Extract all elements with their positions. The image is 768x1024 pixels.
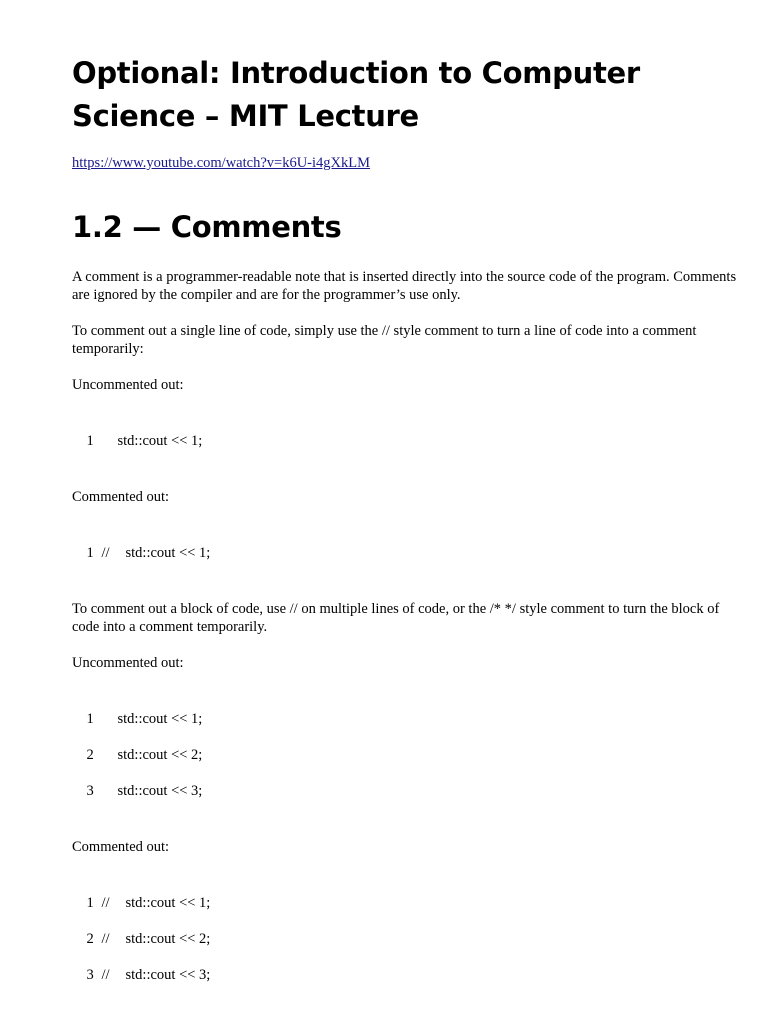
video-link[interactable]: https://www.youtube.com/watch?v=k6U-i4gXkLM — [72, 155, 371, 171]
code-text: std::cout << 1; — [117, 711, 203, 727]
code-text: std::cout << 1; — [117, 433, 203, 449]
code-text: std::cout << 2; — [117, 747, 203, 763]
commented-label: Commented out: — [72, 489, 170, 505]
commented-label: Commented out: — [72, 839, 170, 855]
comment-marker: // — [101, 967, 110, 983]
line-number: 3 — [86, 783, 94, 799]
single-line-paragraph: To comment out a single line of code, simply use the // style comment to turn a line of code into a comment temporarily: — [72, 323, 697, 357]
page-title: Optional: Introduction to Computer Science – MIT Lecture — [72, 56, 640, 133]
line-number: 1 — [86, 545, 94, 561]
section-heading: 1.2 — Comments — [72, 210, 342, 244]
code-text: std::cout << 1; — [125, 895, 211, 911]
intro-paragraph: A comment is a programmer-readable note that is inserted directly into the source code of the program. Comments are ignored by the compiler and are for the programmer’s use only. — [72, 269, 737, 303]
code-text: std::cout << 1; — [125, 545, 211, 561]
comment-marker: // — [101, 931, 110, 947]
comment-marker: // — [101, 545, 110, 561]
code-line — [72, 764, 202, 818]
uncommented-label: Uncommented out: — [72, 377, 184, 393]
code-text: std::cout << 3; — [125, 967, 211, 983]
line-number: 1 — [86, 711, 94, 727]
comment-marker: // — [101, 895, 110, 911]
line-number: 3 — [86, 967, 94, 983]
code-text: std::cout << 2; — [125, 931, 211, 947]
code-line — [72, 526, 210, 580]
code-line — [72, 948, 210, 1002]
block-paragraph: To comment out a block of code, use // on multiple lines of code, or the /* */ style comment to turn the block of code into a comment temporarily. — [72, 601, 720, 635]
uncommented-label: Uncommented out: — [72, 655, 184, 671]
line-number: 2 — [86, 931, 94, 947]
line-number: 1 — [86, 895, 94, 911]
line-number: 1 — [86, 433, 94, 449]
line-number: 2 — [86, 747, 94, 763]
code-text: std::cout << 3; — [117, 783, 203, 799]
code-line — [72, 414, 202, 468]
